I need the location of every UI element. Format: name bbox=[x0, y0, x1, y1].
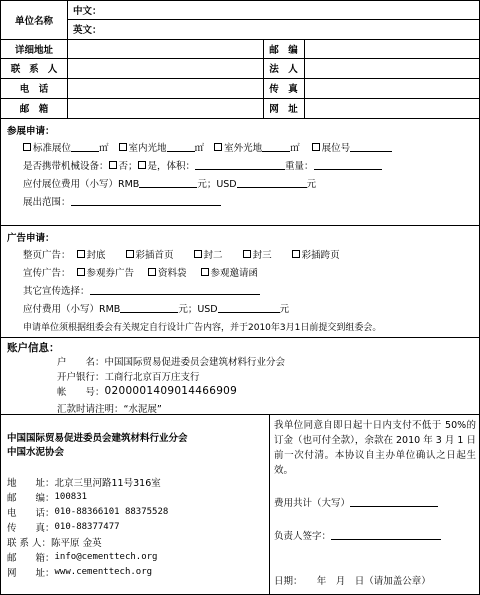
fax-label: 传 真 bbox=[269, 84, 298, 95]
ads-section-title: 广告申请： bbox=[7, 233, 55, 244]
date-row: 日期： 年 月 日（请加盖公章） bbox=[274, 576, 431, 587]
machinery-row bbox=[23, 158, 382, 172]
indoor-checkbox[interactable] bbox=[119, 143, 127, 151]
org-email-link[interactable]: info@cementtech.org bbox=[54, 551, 158, 562]
machinery-yes-label: 是，体积： bbox=[147, 161, 196, 172]
total-fee-input[interactable] bbox=[350, 497, 438, 507]
org-website-row bbox=[7, 565, 152, 578]
ad-cover3-checkbox[interactable] bbox=[243, 250, 251, 258]
org-address-label: 地 址： bbox=[7, 477, 55, 489]
ad-fee-usd-label: 元；USD bbox=[178, 304, 218, 315]
outdoor-checkbox[interactable] bbox=[214, 143, 222, 151]
address-field[interactable] bbox=[68, 40, 262, 57]
unit-m2: ㎡ bbox=[290, 143, 300, 154]
machinery-no-checkbox[interactable] bbox=[109, 161, 117, 169]
indoor-label: 室内光地 bbox=[128, 143, 167, 154]
org-phone-label: 电 话： bbox=[7, 507, 55, 519]
ad-insert-first-checkbox[interactable] bbox=[126, 250, 134, 258]
account-section-title: 账户信息： bbox=[7, 342, 60, 354]
ad-fee-label: 应付费用（小写）RMB bbox=[23, 304, 121, 315]
contact-person-label: 联系人 bbox=[10, 64, 67, 75]
std-booth-checkbox[interactable] bbox=[23, 143, 31, 151]
ad-cover3-label: 封三 bbox=[252, 250, 272, 261]
page-ad-row bbox=[23, 247, 340, 261]
booth-no-label: 展位号 bbox=[321, 143, 351, 154]
ad-back-cover-label: 封底 bbox=[86, 250, 106, 261]
promo-invite-label: 参观邀请函 bbox=[210, 268, 259, 279]
divider bbox=[1, 118, 480, 119]
org-address-row bbox=[7, 475, 161, 488]
contact-person-field[interactable] bbox=[68, 59, 262, 77]
account-number-value: 0200001409014466909 bbox=[104, 385, 238, 397]
booth-fee-usd-input[interactable] bbox=[237, 178, 307, 188]
org-address-value: 北京三里河路11号316室 bbox=[54, 477, 161, 489]
website-label: 网 址 bbox=[269, 104, 298, 115]
ad-cover2-label: 封二 bbox=[203, 250, 223, 261]
total-fee-row bbox=[274, 495, 438, 509]
other-promo-row bbox=[23, 283, 260, 297]
other-promo-input[interactable] bbox=[90, 285, 260, 295]
org-email-label: 邮 箱： bbox=[7, 552, 55, 564]
booth-fee-rmb-input[interactable] bbox=[139, 178, 197, 188]
other-promo-label: 其它宣传选择： bbox=[23, 286, 90, 297]
ad-insert-spread-checkbox[interactable] bbox=[292, 250, 300, 258]
org-phone-row bbox=[7, 505, 168, 518]
outdoor-input[interactable] bbox=[262, 142, 290, 152]
booth-type-row bbox=[23, 140, 392, 154]
promo-bag-checkbox[interactable] bbox=[148, 268, 156, 276]
promo-ticket-checkbox[interactable] bbox=[77, 268, 85, 276]
bank-value: 工商行北京百万庄支行 bbox=[104, 371, 200, 383]
ad-insert-first-label: 彩插首页 bbox=[135, 250, 174, 261]
promo-ad-label: 宣传广告： bbox=[23, 268, 71, 279]
booth-no-input[interactable] bbox=[350, 142, 392, 152]
unit-m2: ㎡ bbox=[99, 143, 109, 154]
unit-m2: ㎡ bbox=[194, 143, 205, 154]
fax-field[interactable] bbox=[305, 79, 479, 97]
account-name-value: 中国国际贸易促进委员会建筑材料行业分会 bbox=[104, 356, 286, 368]
ad-fee-usd-input[interactable] bbox=[218, 303, 280, 313]
promo-bag-label: 资料袋 bbox=[158, 268, 187, 279]
booth-fee-usd-label: 元；USD bbox=[197, 179, 237, 190]
org-website-link[interactable]: www.cementtech.org bbox=[54, 566, 153, 577]
ad-fee-row bbox=[23, 301, 289, 315]
organizer-name-2: 中国水泥协会 bbox=[7, 446, 65, 458]
signature-label: 负责人签字： bbox=[274, 531, 332, 542]
legal-rep-field[interactable] bbox=[305, 59, 479, 77]
email-field[interactable] bbox=[68, 99, 262, 117]
range-label: 展出范围： bbox=[23, 197, 71, 208]
booth-no-checkbox[interactable] bbox=[312, 143, 320, 151]
bank-label: 开户银行： bbox=[57, 371, 105, 383]
booth-fee-label: 应付展位费用（小写）RMB bbox=[23, 179, 140, 190]
std-booth-label: 标准展位 bbox=[33, 143, 72, 154]
machinery-yes-checkbox[interactable] bbox=[138, 161, 146, 169]
postcode-label: 邮 编 bbox=[269, 44, 298, 56]
signature-input[interactable] bbox=[331, 530, 441, 540]
ad-cover2-checkbox[interactable] bbox=[194, 250, 202, 258]
org-phone-value: 010-88366101 88375528 bbox=[54, 506, 169, 517]
english-name-label: 英文： bbox=[73, 25, 102, 36]
machinery-no-label: 否； bbox=[118, 161, 138, 172]
yuan-label: 元 bbox=[279, 304, 290, 315]
chinese-name-field[interactable] bbox=[111, 2, 477, 18]
english-name-field[interactable] bbox=[111, 20, 477, 38]
address-label: 详细地址 bbox=[14, 44, 53, 56]
divider bbox=[269, 414, 270, 595]
promo-ticket-label: 参观券广告 bbox=[86, 268, 135, 279]
org-website-label: 网 址： bbox=[7, 567, 55, 579]
website-field[interactable] bbox=[305, 99, 479, 117]
weight-label: 重量： bbox=[285, 161, 314, 172]
machinery-label: 是否携带机械设备： bbox=[23, 161, 109, 172]
divider bbox=[1, 337, 480, 338]
company-name-label: 单位名称 bbox=[14, 16, 53, 27]
phone-label: 电 话 bbox=[19, 84, 49, 95]
account-name-row bbox=[57, 354, 285, 367]
org-fax-value: 010-88377477 bbox=[54, 521, 120, 532]
total-fee-label: 费用共计（大写） bbox=[274, 498, 351, 509]
organizer-name-1: 中国国际贸易促进委员会建筑材料行业分会 bbox=[7, 432, 188, 444]
remit-note: 汇款时请注明：“水泥展” bbox=[57, 404, 162, 415]
exhibit-section-title: 参展申请： bbox=[7, 126, 55, 137]
org-email-row bbox=[7, 550, 157, 563]
volume-input[interactable] bbox=[195, 160, 285, 170]
org-postcode-value: 100831 bbox=[54, 491, 88, 502]
promo-ad-row bbox=[23, 265, 258, 279]
yuan-label: 元 bbox=[306, 179, 317, 190]
bank-row bbox=[57, 369, 200, 382]
divider bbox=[1, 225, 480, 226]
ad-fee-rmb-input[interactable] bbox=[120, 303, 178, 313]
org-contact-label: 联 系 人： bbox=[7, 537, 52, 549]
account-number-label: 帐 号： bbox=[57, 387, 105, 398]
ad-insert-spread-label: 彩插跨页 bbox=[301, 250, 340, 261]
legal-rep-label: 法 人 bbox=[269, 64, 298, 75]
org-fax-row bbox=[7, 520, 120, 533]
range-input[interactable] bbox=[71, 196, 221, 206]
std-booth-input[interactable] bbox=[71, 142, 99, 152]
weight-input[interactable] bbox=[314, 160, 382, 170]
chinese-name-label: 中文： bbox=[73, 6, 102, 17]
agreement-text: 我单位同意自即日起十日内支付不低于 50%的订金（也可付全款），余款在 2010 年 3 月 1 日前一次付清。本协议自主办单位确认之日起生效。 bbox=[274, 420, 476, 476]
divider bbox=[1, 414, 480, 415]
booth-fee-row bbox=[23, 176, 316, 190]
phone-field[interactable] bbox=[68, 79, 262, 97]
postcode-field[interactable] bbox=[305, 40, 479, 57]
outdoor-label: 室外光地 bbox=[224, 143, 263, 154]
indoor-input[interactable] bbox=[167, 142, 195, 152]
email-label: 邮 箱 bbox=[19, 104, 49, 115]
account-number-row bbox=[57, 384, 237, 398]
account-name-label: 户 名： bbox=[57, 356, 105, 368]
org-fax-label: 传 真： bbox=[7, 522, 55, 534]
page-ad-label: 整页广告： bbox=[23, 250, 71, 261]
org-postcode-label: 邮 编： bbox=[7, 492, 55, 504]
org-postcode-row bbox=[7, 490, 87, 503]
range-row bbox=[23, 194, 221, 208]
org-contact-row bbox=[7, 535, 102, 548]
ad-note: 申请单位须根据组委会有关规定自行设计广告内容，并于2010年3月1日前提交到组委会。 bbox=[23, 322, 382, 333]
signature-row bbox=[274, 528, 441, 542]
org-contact-value: 陈平原 金英 bbox=[51, 537, 102, 549]
promo-invite-checkbox[interactable] bbox=[201, 268, 209, 276]
ad-back-cover-checkbox[interactable] bbox=[77, 250, 85, 258]
